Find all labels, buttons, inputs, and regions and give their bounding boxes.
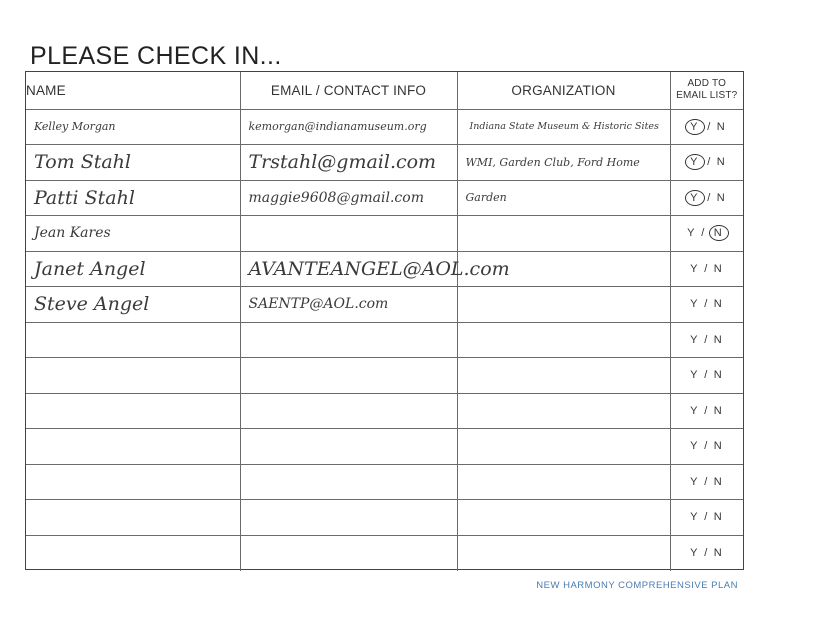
option-separator: / [707,191,713,204]
email-list-choice-cell [670,109,743,145]
organization-cell-text: Indiana State Museum & Historic Sites [469,120,659,132]
organization-cell [457,287,670,323]
yes-option: Y [687,227,697,240]
organization-cell [457,180,670,216]
yes-option: Y [690,298,700,311]
email-list-choice-cell [670,464,743,500]
name-cell-text: Tom Stahl [34,151,131,174]
email-list-choice-cell [670,180,743,216]
organization-cell [457,216,670,252]
organization-cell [457,393,670,429]
email-list-choice-cell [670,358,743,394]
email-cell [240,322,457,358]
yes-option-circled: Y [685,190,705,206]
email-cell-text: AVANTEANGEL@AOL.com [248,257,510,280]
name-cell [26,216,240,252]
option-separator: / [704,511,710,524]
table-row [26,180,743,216]
name-cell [26,358,240,394]
yes-option: Y [690,440,700,453]
name-cell [26,180,240,216]
email-list-column-header [670,72,743,109]
name-cell-text: Steve Angel [34,293,150,316]
yes-option: Y [690,262,700,275]
name-cell [26,109,240,145]
option-separator: / [704,262,710,275]
organization-cell [457,500,670,536]
email-list-choice-cell [670,216,743,252]
option-separator: / [704,440,710,453]
option-separator: / [704,547,710,559]
email-cell-text: SAENTP@AOL.com [248,296,389,313]
organization-cell [457,464,670,500]
check-in-sheet [25,71,744,570]
header-row [26,72,743,109]
table-row [26,429,743,465]
organization-column-header: ORGANIZATION [457,72,670,109]
yes-option-circled: Y [685,119,705,135]
email-cell [240,287,457,323]
no-option: N [713,262,724,275]
no-option: N [713,333,724,346]
email-cell [240,393,457,429]
email-list-choice-cell [670,393,743,429]
email-list-choice-cell [670,429,743,465]
organization-cell [457,145,670,181]
no-option: N [716,191,727,204]
email-list-choice-cell [670,535,743,571]
name-cell-text: Jean Kares [34,225,111,242]
table-row [26,145,743,181]
table-row [26,535,743,571]
yes-option-circled: Y [685,154,705,170]
option-separator: / [707,120,713,133]
check-in-table [26,72,743,571]
name-cell [26,251,240,287]
email-list-header-line2: EMAIL LIST? [676,90,738,102]
name-column-header: NAME [26,72,240,109]
organization-cell [457,109,670,145]
option-separator: / [704,475,710,488]
organization-cell [457,535,670,571]
page-title: PLEASE CHECK IN... [30,42,282,70]
name-cell [26,287,240,323]
table-row [26,216,743,252]
no-option: N [716,120,727,133]
table-row [26,464,743,500]
organization-cell [457,429,670,465]
no-option: N [713,511,724,524]
email-list-choice-cell [670,500,743,536]
name-cell [26,464,240,500]
table-row [26,393,743,429]
email-cell [240,464,457,500]
name-cell [26,322,240,358]
table-row [26,251,743,287]
email-cell-text: maggie9608@gmail.com [248,189,424,206]
no-option: N [713,475,724,488]
table-row [26,109,743,145]
footer-plan-name: NEW HARMONY COMPREHENSIVE PLAN [536,580,738,591]
name-cell [26,393,240,429]
email-column-header: EMAIL / CONTACT INFO [240,72,457,109]
email-cell [240,180,457,216]
yes-option: Y [690,547,700,559]
no-option-circled: N [709,225,729,241]
table-row [26,358,743,394]
option-separator: / [704,369,710,382]
no-option: N [716,156,727,169]
option-separator: / [704,298,710,311]
email-list-header-line1: ADD TO [687,78,727,90]
organization-cell-text: Garden [465,191,507,205]
email-cell-text: Trstahl@gmail.com [248,151,437,174]
email-list-choice-cell [670,287,743,323]
option-separator: / [707,156,713,169]
organization-cell [457,358,670,394]
table-row [26,500,743,536]
name-cell [26,429,240,465]
yes-option: Y [690,369,700,382]
option-separator: / [701,227,707,240]
email-cell [240,251,510,287]
email-list-choice-cell [670,322,743,358]
email-cell [240,535,457,571]
no-option: N [713,547,724,559]
yes-option: Y [690,475,700,488]
yes-option: Y [690,333,700,346]
email-cell [240,429,457,465]
name-cell [26,500,240,536]
option-separator: / [704,404,710,417]
email-cell-text: kemorgan@indianamuseum.org [248,120,427,134]
email-cell [240,145,457,181]
email-list-choice-cell [670,145,743,181]
table-row [26,322,743,358]
yes-option: Y [690,511,700,524]
email-cell [240,358,457,394]
option-separator: / [704,333,710,346]
email-cell [240,109,457,145]
name-cell-text: Janet Angel [34,257,146,280]
no-option: N [713,369,724,382]
name-cell-text: Kelley Morgan [34,120,116,134]
yes-option: Y [690,404,700,417]
email-list-choice-cell [670,251,743,287]
email-cell [240,216,457,252]
organization-cell [457,322,670,358]
name-cell [26,535,240,571]
no-option: N [713,440,724,453]
name-cell-text: Patti Stahl [34,186,135,209]
organization-cell-text: WMI, Garden Club, Ford Home [465,155,640,169]
no-option: N [713,298,724,311]
email-cell [240,500,457,536]
table-row [26,287,743,323]
no-option: N [713,404,724,417]
name-cell [26,145,240,181]
